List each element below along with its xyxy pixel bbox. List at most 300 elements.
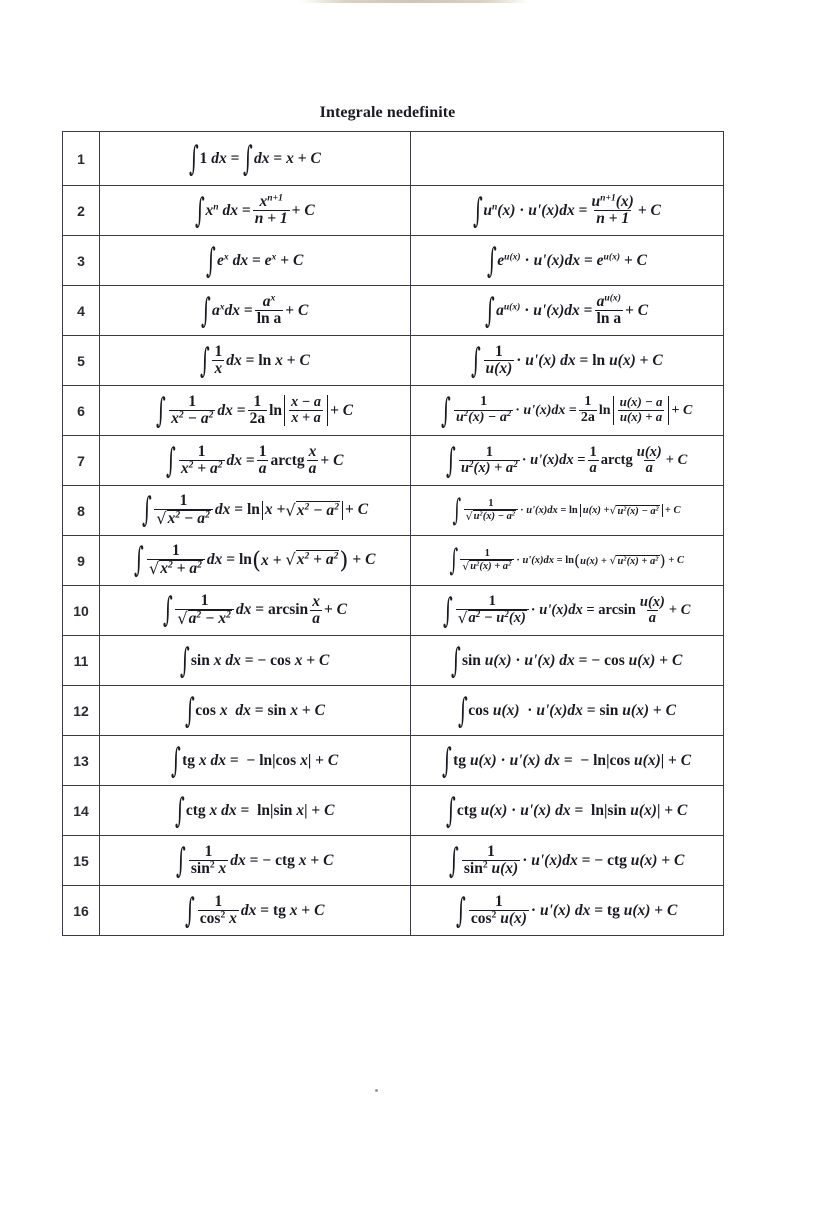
- formula-token: dx: [235, 601, 252, 619]
- fraction: $\frac{1}{x^2 + a^2}$: [180, 442, 223, 477]
- formula-token: +: [668, 751, 677, 769]
- formula-token: x: [286, 149, 294, 167]
- composite-formula: [410, 836, 723, 886]
- formula-token: C: [667, 901, 678, 919]
- fraction: 1 √ $a^2 - x^2$: [175, 593, 234, 629]
- integral-sign-icon: ∫: [486, 240, 497, 281]
- formula-token: +: [664, 505, 671, 516]
- integral-sign-icon: ∫: [441, 390, 451, 431]
- table-row: [63, 336, 724, 386]
- absolute-value: u(x) + √ $u^2(x) - a^2$: [580, 504, 663, 517]
- basic-formula: [100, 186, 410, 236]
- formula-token: u'(x) dx: [520, 801, 571, 819]
- formula-token: ·: [520, 505, 524, 516]
- formula-token: ·: [516, 555, 520, 566]
- formula-token: C: [314, 701, 325, 719]
- formula-token: C: [342, 401, 354, 419]
- formula-token: $a^xdx$: [211, 301, 240, 319]
- formula-token: arctg: [600, 452, 633, 468]
- formula-token: 1: [199, 149, 208, 167]
- formula-token: dx: [226, 451, 243, 469]
- fraction: $\frac{1}{x^2 - a^2}$: [171, 392, 214, 427]
- formula-token: x: [213, 651, 222, 669]
- formula-token: =: [243, 301, 253, 319]
- formula-token: =: [568, 402, 577, 418]
- composite-formula: [410, 186, 723, 236]
- fraction: 1 √ $x^2 + a^2$: [147, 543, 205, 579]
- integral-sign-icon: ∫: [194, 190, 205, 231]
- formula-token: C: [310, 149, 321, 167]
- formula-token: u(x): [630, 801, 657, 819]
- formula-token: ·: [527, 701, 533, 719]
- paren: (: [251, 546, 262, 574]
- integral-sign-icon: ∫: [162, 590, 173, 631]
- integral-sign-icon: ∫: [156, 390, 167, 431]
- table-row: [63, 286, 724, 336]
- fraction: $\frac{x}{a}$: [312, 592, 320, 627]
- formula-token: $e^x$: [217, 251, 229, 269]
- formula-token: =: [560, 505, 567, 516]
- basic-formula: [100, 436, 410, 486]
- formula-token: arcsin: [598, 602, 636, 618]
- integral-sign-icon: ∫: [485, 290, 496, 331]
- formula-token: C: [676, 801, 688, 819]
- composite-formula: [410, 786, 723, 836]
- integral-sign-icon: ∫: [449, 542, 458, 578]
- composite-formula: [410, 236, 723, 286]
- formula-token: ·: [516, 351, 522, 369]
- formula-token: C: [327, 751, 339, 769]
- formula-token: C: [336, 601, 347, 619]
- table-row: [63, 586, 724, 636]
- formula-token: C: [637, 301, 649, 319]
- integral-sign-icon: ∫: [134, 540, 144, 581]
- paren: ): [659, 550, 666, 570]
- formula-token: x: [294, 651, 303, 669]
- formula-token: ln: [593, 751, 607, 769]
- formula-token: x: [198, 751, 207, 769]
- formula-token: +: [661, 851, 671, 869]
- formula-token: sin: [273, 801, 293, 819]
- formula-token: +: [315, 751, 324, 769]
- formula-token: u'(x)dx: [530, 452, 574, 468]
- basic-formula: [100, 286, 410, 336]
- formula-token: sin: [607, 801, 627, 819]
- formula-token: u'(x)dx: [539, 602, 583, 618]
- formula-token: =: [273, 149, 283, 167]
- formula-token: C: [365, 551, 376, 569]
- formula-token: +: [352, 551, 362, 569]
- formula-token: ln: [257, 801, 271, 819]
- formula-token: =: [579, 351, 589, 369]
- fraction: $\frac{u(x)}{a}$: [636, 443, 662, 476]
- integral-sign-icon: ∫: [201, 290, 211, 331]
- formula-token: =: [240, 801, 250, 819]
- integral-sign-icon: ∫: [446, 790, 456, 831]
- fraction: $\frac{1}{2a}$: [249, 392, 266, 427]
- formula-token: $a^{u(x)}$: [496, 301, 521, 319]
- formula-token: =: [249, 851, 259, 869]
- formula-token: C: [314, 901, 325, 919]
- formula-token: ln: [269, 401, 283, 419]
- formula-token: +: [280, 251, 290, 269]
- formula-token: u(x): [628, 651, 656, 669]
- row-number: 8: [63, 486, 100, 536]
- formula-token: u'(x)dx: [536, 701, 583, 719]
- formula-token: =: [229, 751, 239, 769]
- integral-sign-icon: ∫: [206, 240, 217, 281]
- table-row: [63, 836, 724, 886]
- formula-token: cos: [270, 651, 291, 669]
- fraction: 1 √ $x^2 - a^2$: [154, 493, 213, 529]
- row-number: 3: [63, 236, 100, 286]
- fraction: $\frac{a^{u(x)}}{\text{ln a}}$: [596, 292, 622, 327]
- formula-token: |: [272, 751, 276, 769]
- formula-token: cos: [609, 751, 631, 769]
- basic-formula: [100, 886, 410, 936]
- formula-token: C: [677, 452, 688, 468]
- integral-sign-icon: ∫: [188, 138, 199, 179]
- fraction: $\frac{1}{u^2(x) - a^2}$: [455, 394, 512, 425]
- formula-token: =: [563, 751, 573, 769]
- formula-token: C: [650, 201, 661, 219]
- formula-token: −: [580, 751, 590, 769]
- formula-token: =: [586, 701, 596, 719]
- formula-token: C: [673, 505, 681, 516]
- integral-sign-icon: ∫: [199, 340, 210, 381]
- formula-token: dx: [240, 901, 257, 919]
- formula-token: ctg: [275, 851, 295, 869]
- formula-token: x: [290, 701, 299, 719]
- row-number: 14: [63, 786, 100, 836]
- formula-token: +: [664, 801, 674, 819]
- composite-formula: [410, 636, 723, 686]
- integral-sign-icon: ∫: [243, 138, 254, 179]
- formula-token: |: [307, 751, 312, 769]
- formula-token: C: [671, 651, 683, 669]
- formula-token: ·: [524, 301, 530, 319]
- row-number: 12: [63, 686, 100, 736]
- fraction: $\frac{x}{a}$: [308, 442, 317, 477]
- formula-token: dx: [214, 501, 231, 519]
- composite-formula: [410, 486, 723, 536]
- formula-token: =: [260, 901, 270, 919]
- formula-token: dx: [221, 801, 237, 819]
- formula-token: =: [241, 201, 251, 219]
- formula-token: dx: [232, 251, 249, 269]
- paren: ): [339, 546, 349, 574]
- fraction: $\frac{u(x)}{a}$: [639, 593, 665, 626]
- formula-token: C: [652, 351, 663, 369]
- formula-token: u'(x)dx: [522, 555, 554, 566]
- basic-formula: [100, 386, 410, 436]
- formula-token: dx: [254, 149, 270, 167]
- formula-token: arctg: [270, 451, 305, 469]
- row-number: 2: [63, 186, 100, 236]
- formula-token: C: [299, 351, 310, 369]
- row-number: 16: [63, 886, 100, 936]
- formula-token: +: [654, 901, 664, 919]
- formula-token: ·: [521, 452, 527, 468]
- basic-formula: [100, 736, 410, 786]
- integral-sign-icon: ∫: [141, 490, 152, 531]
- formula-token: −: [257, 651, 267, 669]
- fraction: $\frac{x^{n+1}}{n + 1}$: [254, 192, 288, 227]
- formula-token: dx: [230, 851, 246, 869]
- formula-token: +: [652, 701, 662, 719]
- formula-token: C: [636, 251, 648, 269]
- formula-token: x: [289, 901, 298, 919]
- row-number: 4: [63, 286, 100, 336]
- row-number: 10: [63, 586, 100, 636]
- fraction: $\frac{1}{u(x)}$: [485, 342, 513, 377]
- formula-token: u'(x)dx: [528, 201, 575, 219]
- formula-token: −: [594, 851, 604, 869]
- integral-sign-icon: ∫: [451, 640, 461, 681]
- composite-formula: [410, 686, 723, 736]
- table-row: [63, 236, 724, 286]
- formula-token: =: [251, 251, 261, 269]
- formula-token: dx: [222, 201, 238, 219]
- integral-sign-icon: ∫: [180, 640, 190, 681]
- integral-sign-icon: ∫: [185, 890, 195, 931]
- formula-token: tg: [272, 901, 286, 919]
- composite-formula: [410, 386, 723, 436]
- absolute-value: $\frac{u(x) - a}{u(x) + a}$: [613, 396, 670, 424]
- formula-token: =: [574, 801, 584, 819]
- integral-sign-icon: ∫: [457, 690, 468, 731]
- formula-token: u(x): [469, 751, 497, 769]
- formula-token: cos: [275, 751, 297, 769]
- formula-token: ln: [568, 505, 578, 516]
- formula-token: =: [244, 651, 254, 669]
- table-row: [63, 436, 724, 486]
- formula-token: u'(x) dx: [509, 751, 560, 769]
- formula-token: +: [301, 701, 311, 719]
- fraction: $\frac{a^x}{\text{ln a}}$: [256, 292, 282, 327]
- formula-token: =: [577, 452, 586, 468]
- formula-token: C: [682, 402, 693, 418]
- basic-formula: [100, 236, 410, 286]
- formula-token: u(x): [622, 701, 649, 719]
- formula-token: ln: [565, 555, 574, 566]
- formula-token: u(x): [480, 801, 508, 819]
- composite-formula: [410, 586, 723, 636]
- absolute-value: $\frac{x - a}{x + a}$: [284, 395, 328, 426]
- formula-token: +: [311, 801, 321, 819]
- fraction: $\frac{u^{n+1}(x)}{n + 1}$: [591, 192, 634, 227]
- table-row: [63, 786, 724, 836]
- formula-token: +: [320, 451, 330, 469]
- formula-token: C: [680, 602, 691, 618]
- formula-token: cos: [604, 651, 625, 669]
- formula-token: ln: [258, 351, 272, 369]
- formula-token: $x^n$: [205, 201, 219, 219]
- fraction: $\frac{1}{x}$: [214, 342, 223, 377]
- formula-token: u(x): [634, 751, 661, 769]
- formula-token: x: [296, 801, 305, 819]
- formula-token: +: [310, 851, 320, 869]
- formula-token: −: [246, 751, 256, 769]
- composite-formula: [410, 886, 723, 936]
- formula-token: +: [637, 201, 647, 219]
- table-row: [63, 386, 724, 436]
- formula-token: C: [324, 801, 335, 819]
- fraction: 1 √ $u^2(x) + a^2$: [460, 548, 514, 572]
- formula-token: −: [262, 851, 272, 869]
- formula-token: =: [255, 601, 265, 619]
- formula-token: ln: [592, 351, 606, 369]
- formula-token: |: [304, 801, 308, 819]
- formula-token: +: [291, 201, 301, 219]
- table-row: [63, 186, 724, 236]
- formula-token: −: [591, 651, 601, 669]
- formula-token: sin: [267, 701, 287, 719]
- formula-token: +: [625, 301, 634, 319]
- basic-formula: [100, 132, 410, 186]
- formula-token: +: [323, 601, 333, 619]
- composite-formula: [410, 132, 723, 186]
- formula-token: u'(x)dx: [531, 851, 578, 869]
- formula-token: +: [659, 651, 669, 669]
- formula-token: ·: [524, 251, 530, 269]
- integral-sign-icon: ∫: [442, 740, 453, 781]
- fraction: 1 √ $a^2 - u^2(x)$: [456, 594, 529, 627]
- formula-token: =: [245, 451, 255, 469]
- formula-token: C: [323, 851, 334, 869]
- row-number: 7: [63, 436, 100, 486]
- formula-token: =: [234, 501, 244, 519]
- formula-token: C: [680, 751, 692, 769]
- composite-formula: [410, 436, 723, 486]
- fraction: $\frac{1}{\cos^2 u(x)}$: [470, 892, 527, 927]
- fraction: $\frac{1}{\sin^2 x}$: [190, 842, 227, 877]
- formula-token: ·: [515, 402, 520, 418]
- formula-token: ln: [239, 551, 252, 569]
- formula-token: ln: [246, 501, 260, 519]
- formula-token: +: [671, 402, 680, 418]
- formula-token: ·: [519, 201, 525, 219]
- integral-sign-icon: ∫: [175, 790, 185, 831]
- formula-token: +: [623, 251, 633, 269]
- formula-token: sin: [190, 651, 210, 669]
- basic-formula: [100, 686, 410, 736]
- formula-token: |: [270, 801, 274, 819]
- formula-token: tg: [182, 751, 195, 769]
- formula-token: u(x): [630, 851, 658, 869]
- row-number: 11: [63, 636, 100, 686]
- integrals-table: [62, 131, 724, 936]
- formula-token: |: [656, 801, 661, 819]
- integral-sign-icon: ∫: [456, 890, 466, 931]
- row-number: 13: [63, 736, 100, 786]
- table-row: [63, 636, 724, 686]
- formula-token: C: [319, 651, 330, 669]
- formula-token: ·: [530, 901, 537, 919]
- fraction: $\frac{1}{u^2(x) + a^2}$: [460, 443, 518, 476]
- formula-token: ln: [598, 402, 611, 418]
- formula-token: ·: [530, 602, 536, 618]
- integral-sign-icon: ∫: [176, 840, 186, 881]
- formula-token: =: [594, 901, 604, 919]
- formula-token: u(x): [484, 651, 512, 669]
- basic-formula: [100, 336, 410, 386]
- formula-token: =: [586, 602, 595, 618]
- composite-formula: [410, 286, 723, 336]
- formula-token: +: [286, 351, 296, 369]
- formula-token: cos: [195, 701, 216, 719]
- formula-token: u'(x) dx: [539, 901, 591, 919]
- formula-token: ·: [515, 651, 521, 669]
- integral-sign-icon: ∫: [472, 190, 483, 231]
- formula-token: dx: [217, 401, 233, 419]
- paren: (: [573, 550, 581, 570]
- fraction: $\frac{1}{2a}$: [580, 394, 595, 425]
- formula-token: ·: [511, 801, 517, 819]
- formula-token: =: [583, 301, 593, 319]
- table-row: [63, 736, 724, 786]
- fraction: 1 √ $u^2(x) - a^2$: [464, 498, 518, 522]
- row-number: 1: [63, 132, 100, 186]
- formula-token: =: [236, 401, 246, 419]
- composite-formula: ∫ 1 √ $u^2(x) + a^2$ · u'(x)dx = ln ( u(x) + √ $u^2(x) + a^2$ ) + C: [410, 536, 723, 586]
- integral-sign-icon: ∫: [184, 690, 195, 731]
- formula-token: +: [668, 602, 678, 618]
- formula-token: sin: [461, 651, 481, 669]
- formula-token: sin: [599, 701, 619, 719]
- formula-token: u'(x)dx: [526, 505, 558, 516]
- formula-token: arcsin: [267, 601, 309, 619]
- formula-token: +: [330, 401, 339, 419]
- row-number: 9: [63, 536, 100, 586]
- integral-sign-icon: ∫: [446, 440, 456, 481]
- fraction: $\frac{1}{a}$: [589, 443, 597, 476]
- formula-token: $u^n(x)$: [483, 201, 516, 219]
- formula-token: x: [298, 851, 307, 869]
- formula-token: ctg: [456, 801, 477, 819]
- formula-token: ctg: [607, 851, 627, 869]
- table-row: [63, 686, 724, 736]
- scan-edge-artifact: [300, 0, 530, 3]
- formula-token: |: [660, 751, 665, 769]
- formula-token: ·: [522, 851, 528, 869]
- fraction: $\frac{1}{\cos^2 x}$: [199, 892, 237, 927]
- formula-token: tg: [606, 901, 620, 919]
- formula-token: =: [578, 651, 588, 669]
- formula-token: u'(x) dx: [524, 651, 575, 669]
- basic-formula: [100, 836, 410, 886]
- formula-token: C: [297, 301, 309, 319]
- table-row: [63, 886, 724, 936]
- row-number: 15: [63, 836, 100, 886]
- formula-token: =: [556, 555, 563, 566]
- formula-token: ctg: [185, 801, 206, 819]
- formula-token: =: [245, 351, 255, 369]
- formula-token: u'(x)dx: [523, 402, 566, 418]
- basic-formula: ∫ 1 √ $x^2 + a^2$ dx = ln ( x + √ $x^2 + a^2$ ) + C: [100, 536, 410, 586]
- formula-token: =: [581, 851, 591, 869]
- formula-token: x: [300, 751, 308, 769]
- integral-sign-icon: ∫: [166, 440, 176, 481]
- formula-token: C: [676, 555, 684, 566]
- integral-sign-icon: ∫: [443, 590, 453, 631]
- formula-token: =: [230, 149, 240, 167]
- integral-sign-icon: ∫: [171, 740, 182, 781]
- integral-sign-icon: ∫: [449, 840, 459, 881]
- formula-token: ln: [591, 801, 604, 819]
- formula-token: +: [344, 501, 354, 519]
- basic-formula: [100, 486, 410, 536]
